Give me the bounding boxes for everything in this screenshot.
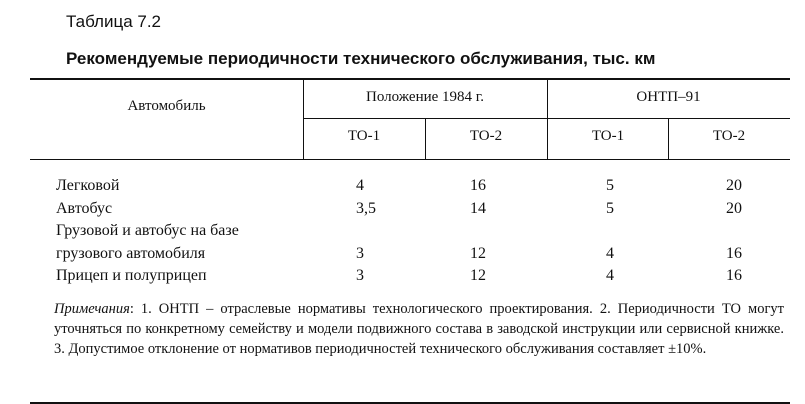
header-sub-to1-ontp: ТО-1 [591,128,625,144]
footnote-label: Примечания [54,301,130,317]
row-vehicle-name: Легковой [56,177,120,194]
row-vehicle-name: Автобус [56,200,113,217]
table-row [0,222,805,244]
header-group-1984: Положение 1984 г. [366,89,484,105]
cell-to2-1984: 16 [470,177,486,194]
header-vehicle: Автомобиль [127,98,206,114]
table-top-rule [30,78,790,80]
footnote-text: : 1. ОНТП – отраслевые нормативы технологического проектирования. 2. Периодичности ТО могут уточняться по конкретному семейству и модели подвижного состава в заводской инструкции или сервисной книжке. 3. Допустимое отклонение от нормативов периодичностей технического обслуживания составляет ±10%. [54,301,784,357]
cell-to2-ontp: 20 [726,200,742,217]
cell-to2-ontp: 20 [726,177,742,194]
table-footnote [54,299,784,359]
cell-to1-1984: 3,5 [356,200,376,217]
cell-to2-1984: 14 [470,200,486,217]
cell-to2-1984: 12 [470,267,486,284]
cell-to1-ontp: 4 [606,245,614,262]
row-vehicle-name: грузового автомобиля [56,245,206,262]
header-sub-to2-ontp: ТО-2 [712,128,746,144]
cell-to1-ontp: 5 [606,200,614,217]
header-bottom-rule [30,159,790,160]
row-vehicle-name: Грузовой и автобус на базе [56,222,239,239]
cell-to1-ontp: 4 [606,267,614,284]
cell-to1-1984: 4 [356,177,364,194]
table-row [0,200,805,222]
table-caption: Таблица 7.2 [66,12,162,31]
header-sub-to1-1984: ТО-1 [347,128,381,144]
table-row [0,177,805,199]
cell-to2-1984: 12 [470,245,486,262]
table-row [0,245,805,267]
cell-to1-ontp: 5 [606,177,614,194]
cell-to2-ontp: 16 [726,267,742,284]
cell-to1-1984: 3 [356,267,364,284]
header-group-ontp: ОНТП–91 [636,89,701,105]
row-vehicle-name: Прицеп и полуприцеп [56,267,207,284]
cell-to1-1984: 3 [356,245,364,262]
cell-to2-ontp: 16 [726,245,742,262]
table-title: Рекомендуемые периодичности технического обслуживания, тыс. км [66,49,656,68]
header-sub-to2-1984: ТО-2 [469,128,503,144]
table-row [0,267,805,289]
